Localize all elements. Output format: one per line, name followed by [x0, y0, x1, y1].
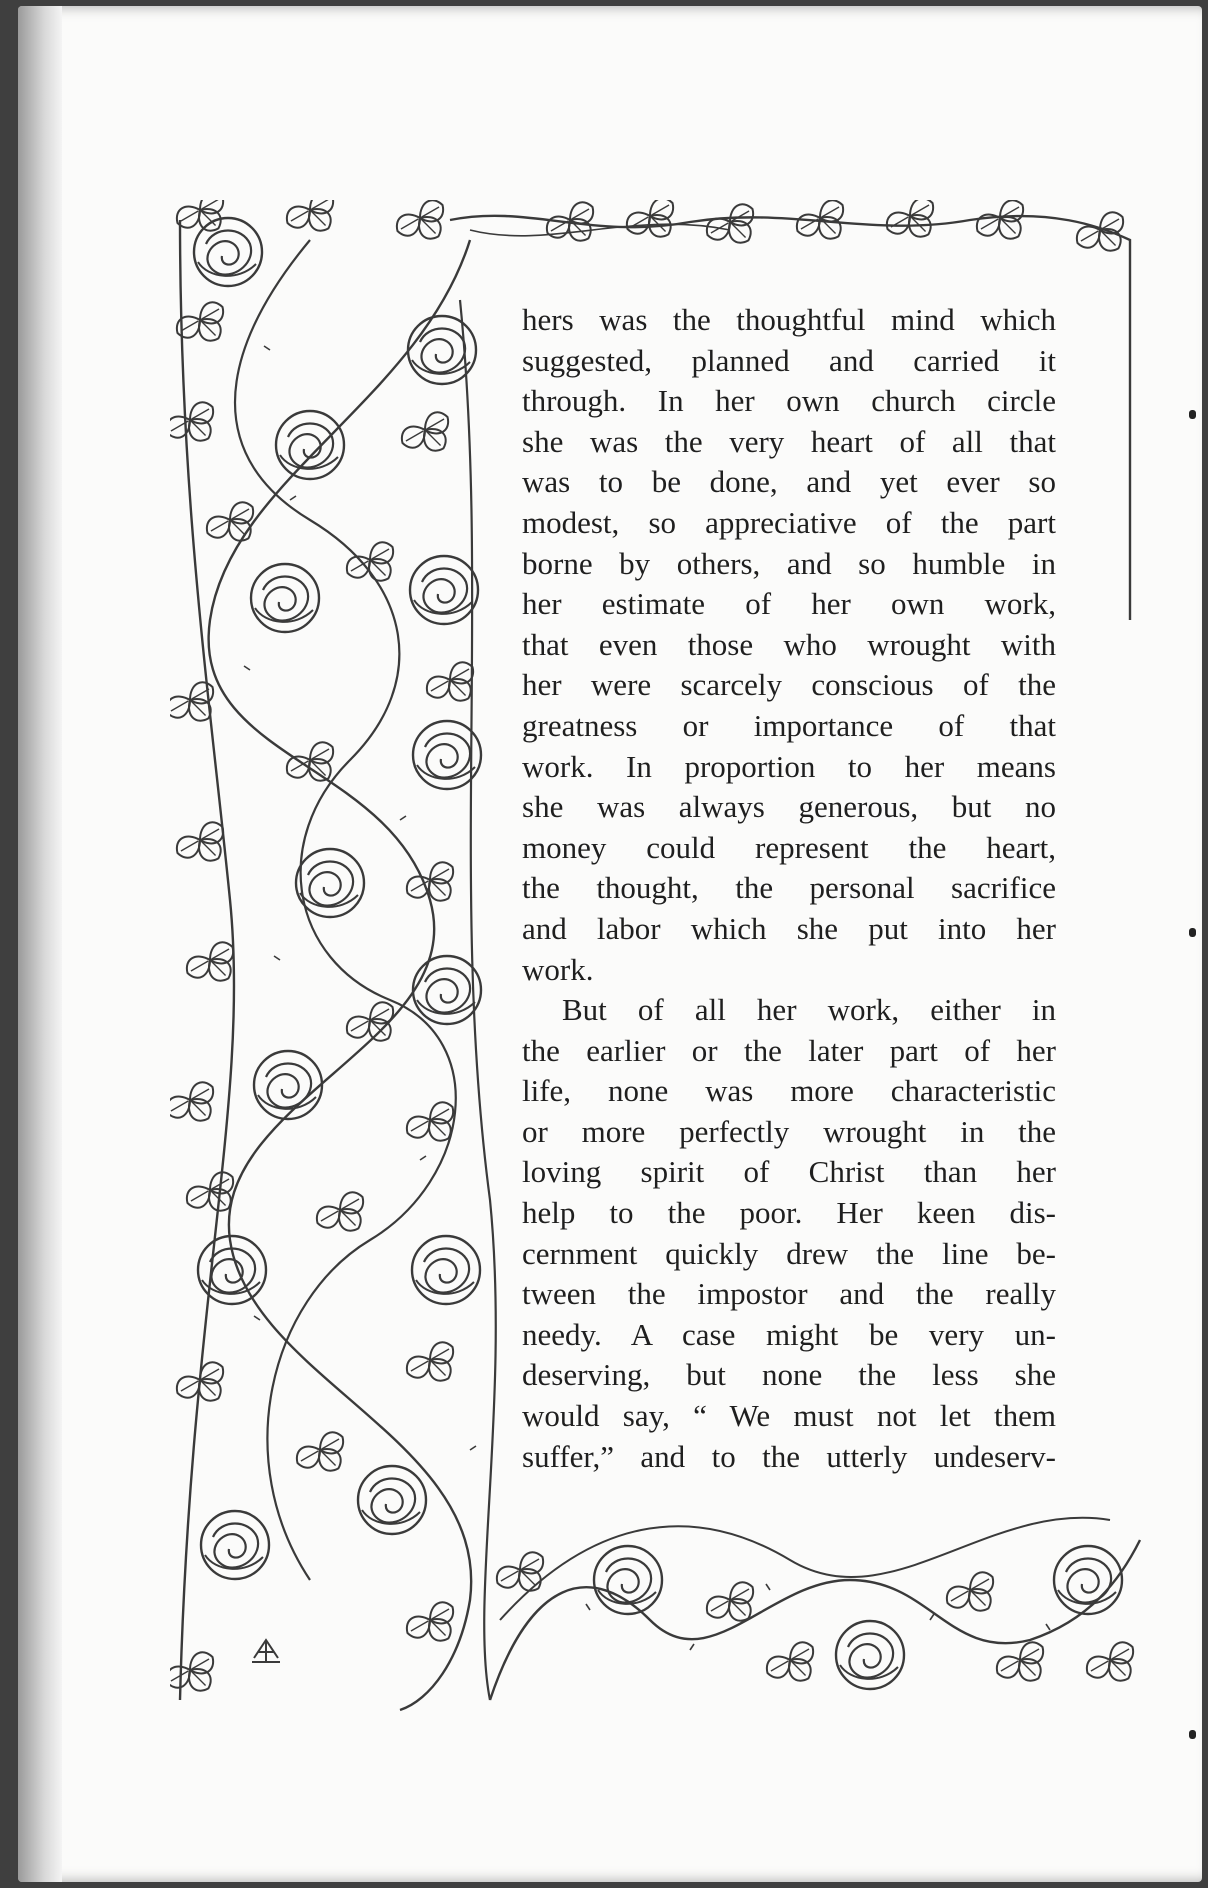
text-line: that even those who wrought with — [522, 626, 1056, 662]
text-line: help to the poor. Her keen dis- — [522, 1195, 1056, 1231]
text-line: deserving, but none the less she — [522, 1357, 1056, 1393]
text-line: her estimate of her own work, — [522, 586, 1056, 622]
text-line: would say, “ We must not let them — [522, 1398, 1056, 1434]
text-line: through. In her own church circle — [522, 383, 1056, 419]
text-line: hers was the thoughtful mind which — [522, 302, 1056, 337]
text-line: loving spirit of Christ than her — [522, 1154, 1056, 1190]
text-line: work. In proportion to her means — [522, 748, 1056, 784]
text-line: borne by others, and so humble in — [522, 545, 1056, 581]
text-line: suggested, planned and carried it — [522, 342, 1056, 378]
monogram-icon — [252, 1640, 280, 1662]
text-line: tween the impostor and the really — [522, 1276, 1056, 1312]
text-line: her were scarcely conscious of the — [522, 667, 1056, 703]
text-line: or more perfectly wrought in the — [522, 1113, 1056, 1149]
text-line: the thought, the personal sacrifice — [522, 870, 1056, 906]
text-line: the earlier or the later part of her — [522, 1032, 1056, 1068]
text-line: she was the very heart of all that — [522, 423, 1056, 459]
text-line: was to be done, and yet ever so — [522, 464, 1056, 500]
text-line: money could represent the heart, — [522, 829, 1056, 865]
text-line: cernment quickly drew the line be- — [522, 1235, 1056, 1271]
text-line: life, none was more characteristic — [522, 1073, 1056, 1109]
text-line: needy. A case might be very un- — [522, 1316, 1056, 1352]
text-line: But of all her work, either in — [562, 992, 1056, 1028]
page-gutter-edge — [18, 6, 62, 1882]
text-line: and labor which she put into her — [522, 910, 1056, 946]
text-line: suffer,” and to the utterly undeserv- — [522, 1438, 1056, 1474]
text-line: modest, so appreciative of the part — [522, 504, 1056, 540]
text-line: she was always generous, but no — [522, 789, 1056, 825]
body-text — [522, 300, 1056, 1477]
text-line: work. — [522, 951, 594, 987]
text-line: greatness or importance of that — [522, 707, 1056, 743]
